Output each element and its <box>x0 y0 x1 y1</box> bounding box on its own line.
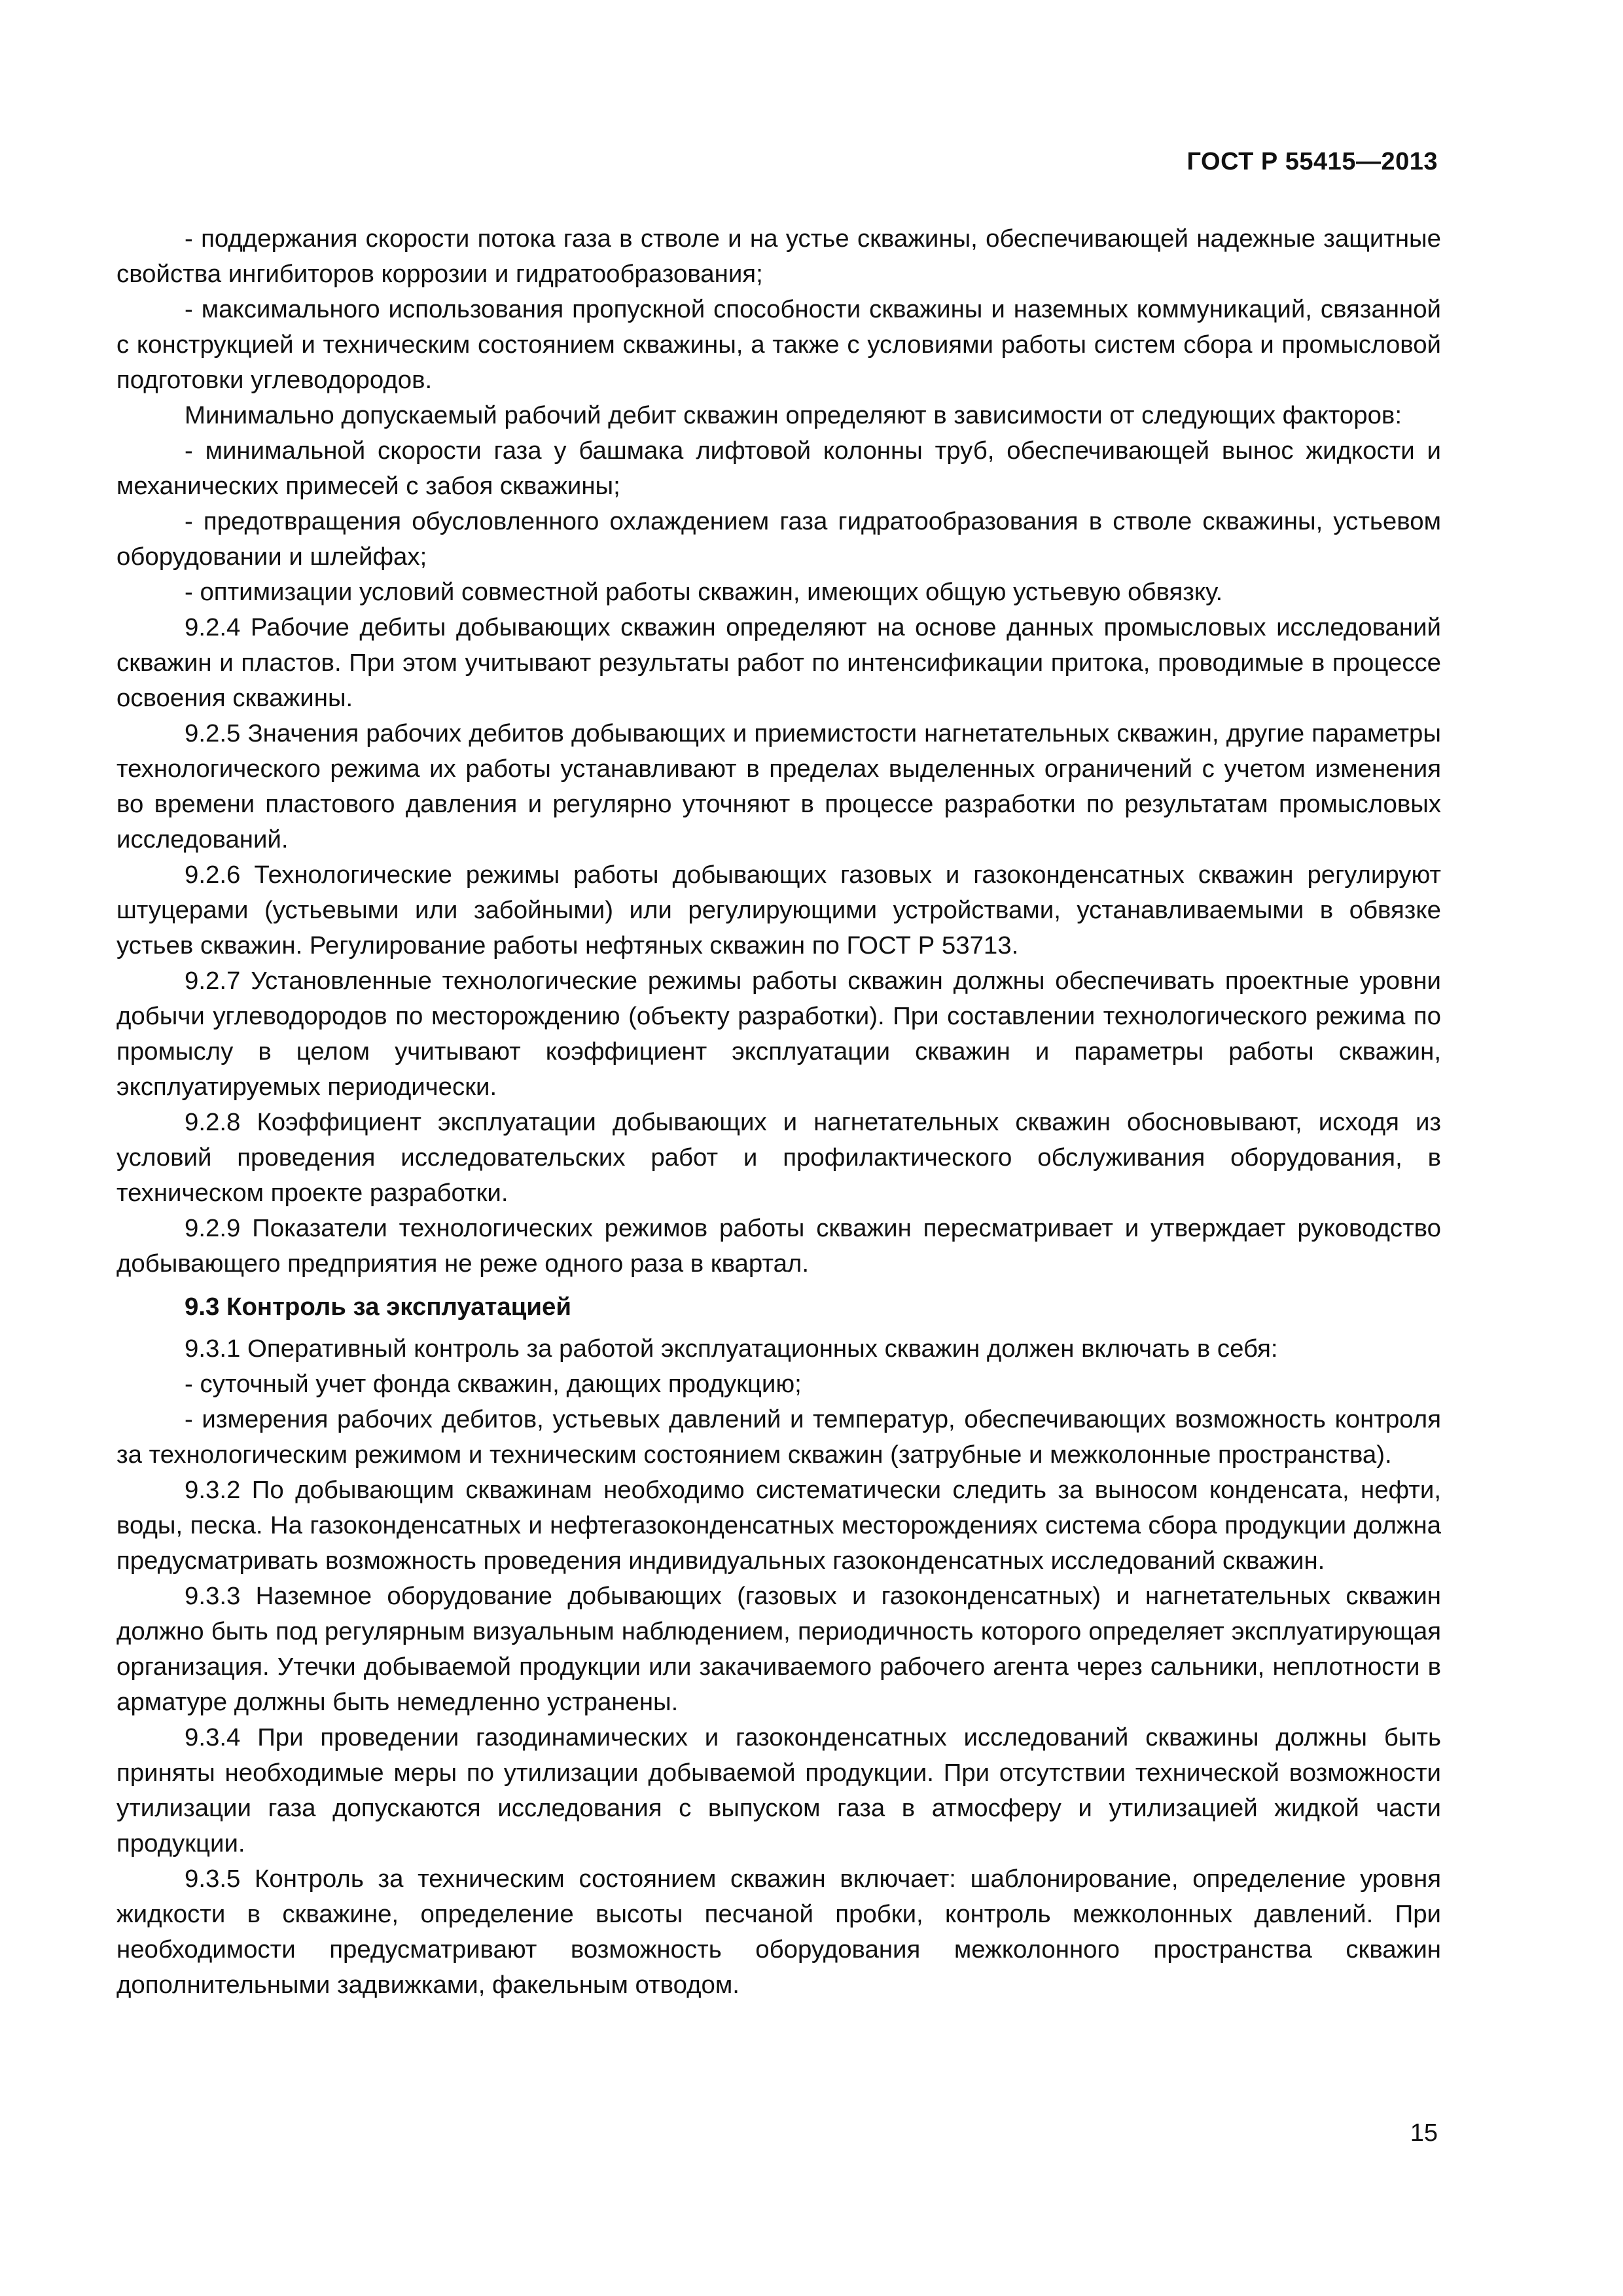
paragraph: Минимально допускаемый рабочий дебит скважин определяют в зависимости от следующих факторов: <box>185 401 1402 429</box>
paragraph: 9.2.8 Коэффициент эксплуатации добывающих и нагнетательных скважин обосновывают, исходя из условий проведения исследовательских работ и профилактического обслуживания оборудования, в техническом проекте разработки. <box>116 1108 1441 1207</box>
paragraph: - поддержания скорости потока газа в стволе и на устье скважины, обеспечивающей надежные защитные свойства ингибиторов коррозии и гидратообразования; <box>116 224 1441 288</box>
standard-code-header: ГОСТ Р 55415—2013 <box>1186 148 1438 175</box>
paragraph: - суточный учет фонда скважин, дающих продукцию; <box>185 1370 802 1398</box>
paragraph: 9.2.6 Технологические режимы работы добывающих газовых и газоконденсатных скважин регулируют штуцерами (устьевыми или забойными) или регулирующими устройствами, устанавливаемыми в обвязке устьев скважин. Регулирование работы нефтяных скважин по ГОСТ Р 53713. <box>116 861 1441 960</box>
section-heading: 9.3 Контроль за эксплуатацией <box>185 1293 571 1321</box>
paragraph: 9.2.7 Установленные технологические режимы работы скважин должны обеспечивать проектные уровни добычи углеводородов по месторождению (объекту разработки). При составлении технологического режима по промыслу в целом учитывают коэффициент эксплуатации скважин и параметры работы скважин, эксплуатируемых периодически. <box>116 967 1441 1101</box>
paragraph: 9.3.5 Контроль за техническим состоянием скважин включает: шаблонирование, определение уровня жидкости в скважине, определение высоты песчаной пробки, контроль межколонных давлений. При необходимости предусматривают возможность оборудования межколонного пространства скважин дополнительными задвижками, факельным отводом. <box>116 1865 1441 1999</box>
paragraph: - оптимизации условий совместной работы скважин, имеющих общую устьевую обвязку. <box>185 578 1223 606</box>
paragraph: 9.3.1 Оперативный контроль за работой эксплуатационных скважин должен включать в себя: <box>185 1335 1278 1363</box>
paragraph: - предотвращения обусловленного охлаждением газа гидратообразования в стволе скважины, устьевом оборудовании и шлейфах; <box>116 507 1441 571</box>
paragraph: - максимального использования пропускной способности скважины и наземных коммуникаций, связанной с конструкцией и техническим состоянием скважины, а также с условиями работы систем сбора и промысловой подготовки углеводородов. <box>116 295 1441 394</box>
paragraph: 9.3.2 По добывающим скважинам необходимо систематически следить за выносом конденсата, нефти, воды, песка. На газоконденсатных и нефтегазоконденсатных месторождениях система сбора продукции должна предусматривать возможность проведения индивидуальных газоконденсатных исследований скважин. <box>116 1476 1441 1575</box>
paragraph: - минимальной скорости газа у башмака лифтовой колонны труб, обеспечивающей вынос жидкости и механических примесей с забоя скважины; <box>116 437 1441 500</box>
document-body <box>116 221 1441 2003</box>
paragraph: 9.2.9 Показатели технологических режимов работы скважин пересматривает и утверждает руководство добывающего предприятия не реже одного раза в квартал. <box>116 1214 1441 1278</box>
paragraph: 9.2.5 Значения рабочих дебитов добывающих и приемистости нагнетательных скважин, другие параметры технологического режима их работы устанавливают в пределах выделенных ограничений с учетом изменения во времени пластового давления и регулярно уточняют в процессе разработки по результатам промысловых исследований. <box>116 719 1441 853</box>
paragraph: - измерения рабочих дебитов, устьевых давлений и температур, обеспечивающих возможность контроля за технологическим режимом и техническим состоянием скважин (затрубные и межколонные пространства). <box>116 1405 1441 1469</box>
paragraph: 9.2.4 Рабочие дебиты добывающих скважин определяют на основе данных промысловых исследований скважин и пластов. При этом учитывают результаты работ по интенсификации притока, проводимые в процессе освоения скважины. <box>116 613 1441 712</box>
page-number: 15 <box>1410 2119 1438 2147</box>
paragraph: 9.3.3 Наземное оборудование добывающих (газовых и газоконденсатных) и нагнетательных скважин должно быть под регулярным визуальным наблюдением, периодичность которого определяет эксплуатирующая организация. Утечки добываемой продукции или закачиваемого рабочего агента через сальники, неплотности в арматуре должны быть немедленно устранены. <box>116 1582 1441 1716</box>
paragraph: 9.3.4 При проведении газодинамических и газоконденсатных исследований скважины должны быть приняты необходимые меры по утилизации добываемой продукции. При отсутствии технической возможности утилизации газа допускаются исследования с выпуском газа в атмосферу и утилизацией жидкой части продукции. <box>116 1723 1441 1857</box>
